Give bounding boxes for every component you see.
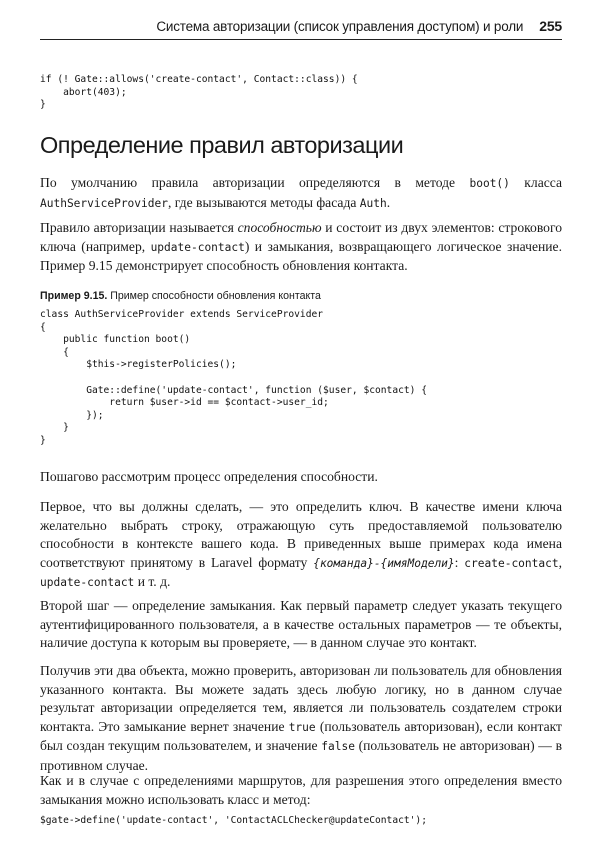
code-create-contact: create-contact bbox=[464, 556, 559, 570]
section-heading: Определение правил авторизации bbox=[40, 132, 404, 158]
example-caption bbox=[40, 290, 321, 302]
paragraph-ability-definition: Правило авторизации называется способностью и состоит из двух элементов: строкового ключа (например, update-contact) и замыкания, возвращающего логическое значение. Пример 9.15 демонстрирует способность обновления контакта. bbox=[40, 220, 562, 274]
paragraph-default-rules: По умолчанию правила авторизации определяются в методе boot() класса AuthServiceProvider, где вызываются методы фасада Auth. bbox=[40, 175, 562, 210]
code-update-contact-2: update-contact bbox=[40, 576, 135, 590]
format-command-model: {команда}-{имяМодели} bbox=[313, 556, 455, 570]
paragraph-authorization-logic: Получив эти два объекта, можно проверить, авторизован ли пользователь для обновления указанного контакта. Вы можете задать здесь любую логику, но в данном случае результат авторизации определяется тем, является ли пользователь создателем строки контакта. Это замыкание вернет значение true (пользователь авторизован), если контакт был создан текущим пользователем, и значение false (пользователь не авторизован) — в противном случае. bbox=[40, 663, 562, 773]
term-ability: способностью bbox=[237, 220, 322, 235]
running-header bbox=[40, 13, 562, 40]
code-boot: boot() bbox=[469, 177, 510, 190]
code-auth: Auth bbox=[359, 196, 387, 210]
example-caption-text: Пример способности обновления контакта bbox=[107, 290, 321, 302]
paragraph-first-step: Первое, что вы должны сделать, — это определить ключ. В качестве имени ключа желательно выбрать строку, отражающую суть предоставляемой пользователю способности в контексте вашего кода. В приведенных выше примерах кода имена соответствуют принятому в Laravel формату {команда}-{имяМодели}: create-contact, update-contact и т. д. bbox=[40, 499, 562, 590]
code-block-gate-define: $gate->define('update-contact', 'ContactACLChecker@updateContact'); bbox=[40, 815, 427, 826]
paragraph-second-step: Второй шаг — определение замыкания. Как первый параметр следует указать текущего аутентифицированного пользователя, а в качестве остальных параметров — те объекты, наличие доступа к которым вы проверяете, — в данном случае это контакт. bbox=[40, 598, 562, 651]
paragraph-class-method: Как и в случае с определениями маршрутов, для разрешения этого определения вместо замыкания можно использовать класс и метод: bbox=[40, 773, 562, 807]
code-false: false bbox=[321, 740, 355, 754]
running-title: Система авторизации (список управления доступом) и роли bbox=[156, 18, 524, 34]
code-block-gate-allows: if (! Gate::allows('create-contact', Contact::class)) { abort(403); } bbox=[40, 74, 358, 111]
code-block-example-9-15: class AuthServiceProvider extends ServiceProvider { public function boot() { $this->registerPolicies(); Gate::define('update-contact', function ($user, $contact) { return $user->id == $contact->user_id; }); } } bbox=[40, 309, 427, 446]
code-authserviceprovider: AuthServiceProvider bbox=[40, 196, 168, 210]
code-update-contact: update-contact bbox=[150, 240, 245, 254]
page-number: 255 bbox=[539, 18, 562, 34]
paragraph-step-by-step: Пошагово рассмотрим процесс определения способности. bbox=[40, 469, 378, 484]
example-label: Пример 9.15. bbox=[40, 290, 108, 302]
code-true: true bbox=[288, 720, 316, 734]
